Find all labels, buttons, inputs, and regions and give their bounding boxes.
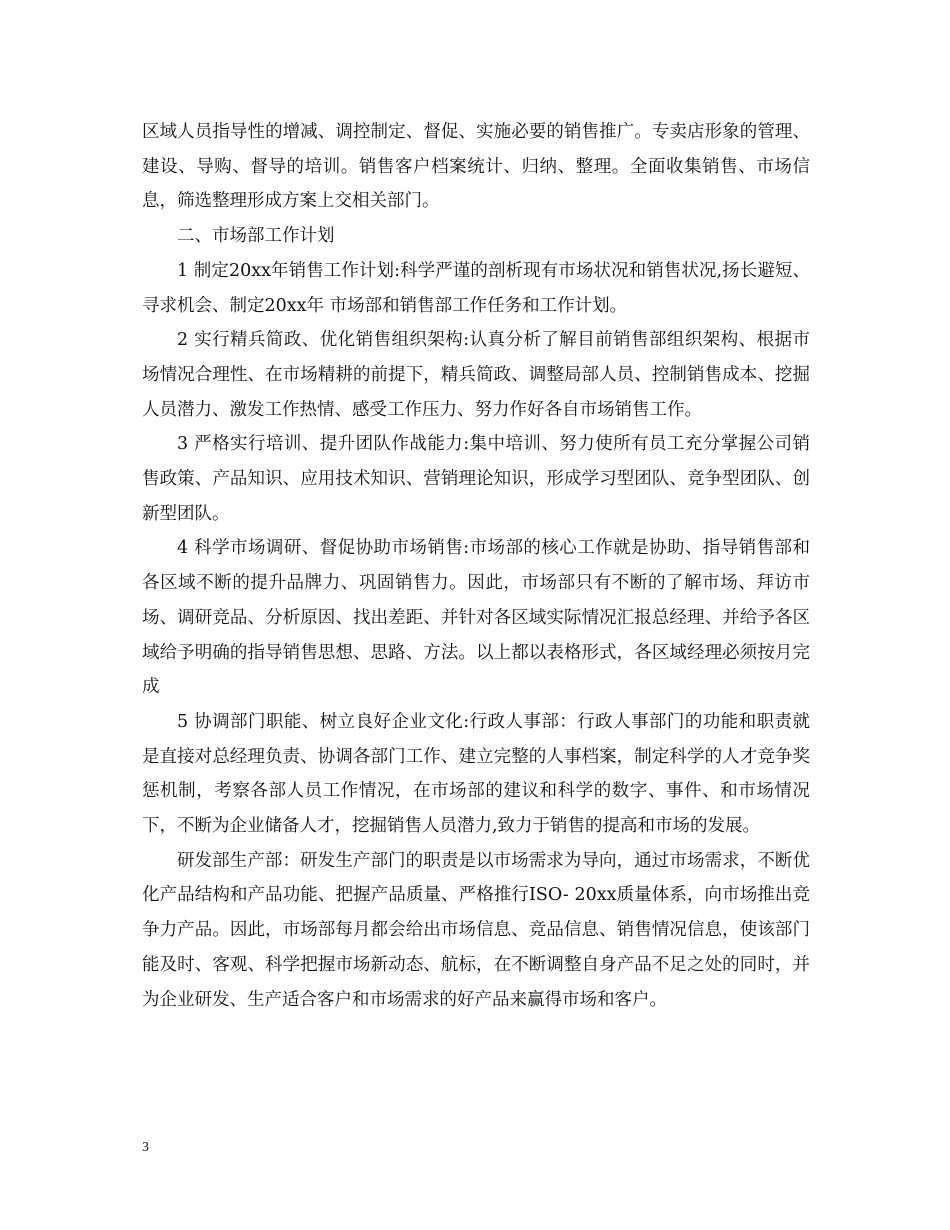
page-number: 3 [142, 1140, 149, 1155]
paragraph-rd-production: 研发部生产部：研发生产部门的职责是以市场需求为导向，通过市场需求，不断优化产品结构和产品功能、把握产品质量、严格推行ISO- 20xx质量体系，向市场推出竞争力产品。因此，市场部每月都会给出市场信息、竞品信息、销售情况信息，使该部门能及时、客观、科学把握市场新动态、航标，在不断调整自身产品不足之处的同时，并为企业研发、生产适合客户和市场需求的好产品来赢得市场和客户。 [142, 850, 810, 1010]
paragraph-plan-item-4: 4 科学市场调研、督促协助市场销售:市场部的核心工作就是协助、指导销售部和各区域不断的提升品牌力、巩固销售力。因此，市场部只有不断的了解市场、拜访市场、调研竞品、分析原因、找出差距、并针对各区域实际情况汇报总经理、并给予各区域给予明确的指导销售思想、思路、方法。以上都以表格形式，各区域经理必须按月完成 [142, 538, 810, 698]
paragraph-1: 区域人员指导性的增减、调控制定、督促、实施必要的销售推广。专卖店形象的管理、建设、导购、督导的培训。销售客户档案统计、归纳、整理。全面收集销售、市场信息，筛选整理形成方案上交相关部门。 [142, 122, 810, 212]
paragraph-plan-item-2: 2 实行精兵简政、优化销售组织架构:认真分析了解目前销售部组织架构、根据市场情况合理性、在市场精耕的前提下，精兵简政、调整局部人员、控制销售成本、挖掘人员潜力、激发工作热情、感受工作压力、努力作好各自市场销售工作。 [142, 330, 810, 420]
section-heading-marketing-plan: 二、市场部工作计划 [177, 226, 335, 247]
paragraph-plan-item-5: 5 协调部门职能、树立良好企业文化:行政人事部：行政人事部门的功能和职责就是直接对总经理负责、协调各部门工作、建立完整的人事档案，制定科学的人才竞争奖惩机制，考察各部人员工作情况，在市场部的建议和科学的数字、事件、和市场情况下，不断为企业储备人才，挖掘销售人员潜力,致力于销售的提高和市场的发展。 [142, 711, 810, 837]
document-body [142, 115, 810, 1017]
paragraph-plan-item-3: 3 严格实行培训、提升团队作战能力:集中培训、努力使所有员工充分掌握公司销售政策、产品知识、应用技术知识、营销理论知识，形成学习型团队、竞争型团队、创新型团队。 [142, 434, 810, 524]
paragraph-plan-item-1: 1 制定20xx年销售工作计划:科学严谨的剖析现有市场状况和销售状况,扬长避短、寻求机会、制定20xx年 市场部和销售部工作任务和工作计划。 [142, 260, 810, 316]
